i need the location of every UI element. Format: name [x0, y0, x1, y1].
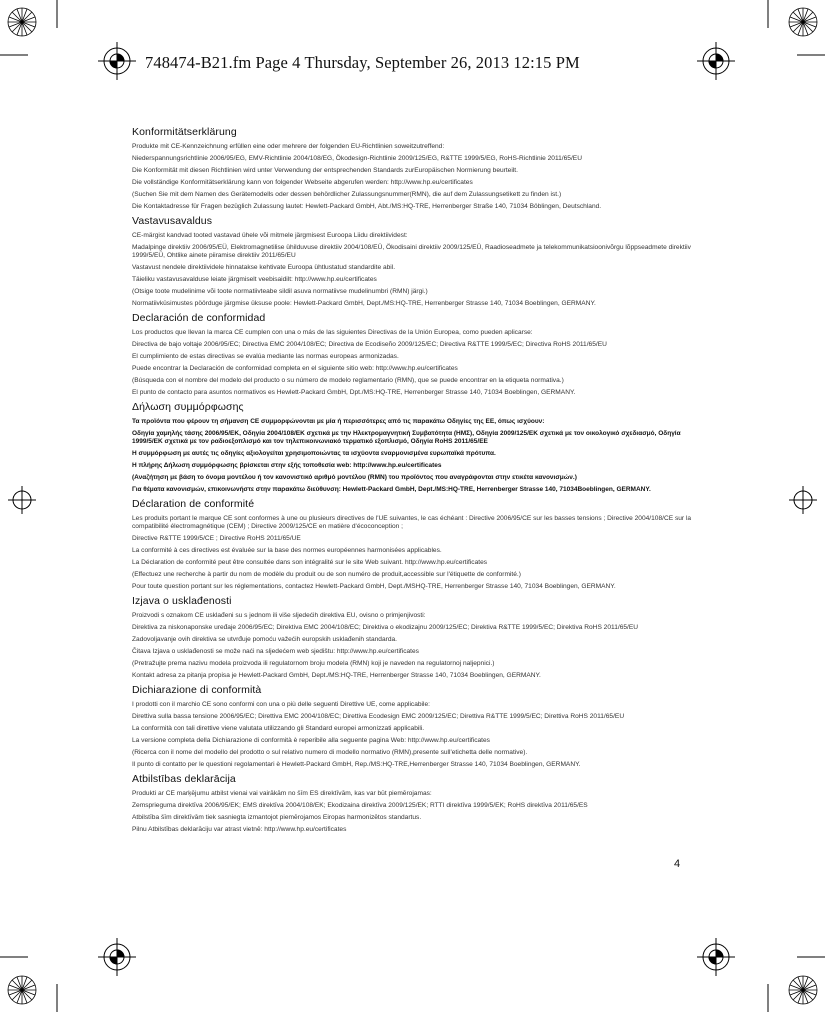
section-paragraph: La versione completa della Dichiarazione di conformità è reperibile alla seguente pagina Web: http://www.hp.eu/certificates — [132, 737, 490, 744]
section-paragraph: Direktiva za niskonaponske uređaje 2006/95/EC; Direktiva EMC 2004/108/EC; Direktiva o ekodizajnu 2009/125/EC; Direktiva R&TTE 1999/5/EC; Direktiva RoHS 2011/65/EU — [132, 624, 639, 631]
section-paragraph: La Déclaration de conformité peut être consultée dans son intégralité sur le site Web suivant. http://www.hp.eu/certificates — [132, 559, 488, 566]
section-title: Déclaration de conformité — [132, 498, 255, 510]
section-paragraph: (Αναζήτηση με βάση το όνομα μοντέλου ή τον κανονιστικό αριθμό μοντέλου (RMN) του προϊόντος που αναγράφονται στην ετικέτα κανονισμών.) — [132, 474, 577, 481]
star-target-top-left — [8, 8, 36, 36]
section-paragraph: (Pretražujte prema nazivu modela proizvoda ili regulatornom broju modela (RMN) koji je naveden na regulatornoj naljepnici.) — [132, 660, 495, 667]
declaration-section — [132, 126, 702, 211]
section-title: Dichiarazione di conformità — [132, 684, 262, 696]
declaration-section — [132, 215, 702, 308]
section-paragraph: El cumplimiento de estas directivas se evalúa mediante las normas europeas armonizadas. — [132, 353, 399, 360]
section-paragraph: Proizvodi s oznakom CE usklađeni su s jednom ili više sljedećih direktiva EU, ovisno o primjenjivosti: — [132, 612, 426, 619]
section-paragraph: Pour toute question portant sur les réglementations, contactez Hewlett-Packard GmbH, Dept./MSHQ-TRE, Herrenberger Strasse 140, 71034 Boeblingen, GERMANY. — [132, 583, 616, 590]
section-title: Declaración de conformidad — [132, 312, 266, 324]
section-paragraph: Die Kontaktadresse für Fragen bezüglich Zulassung lautet: Hewlett-Packard GmbH, Abt./MS:HQ-TRE, Herrenberger Straße 140, 71034 Böblingen, Deutschland. — [132, 203, 602, 210]
registration-target-top-left — [98, 42, 136, 80]
section-paragraph: I prodotti con il marchio CE sono conformi con una o più delle seguenti Direttive UE, come applicabile: — [132, 701, 430, 708]
section-paragraph: Čitava Izjava o usklađenosti se može naći na sljedećem web sjedištu: http://www.hp.eu/certificates — [132, 648, 419, 655]
section-paragraph: Atbilstība šīm direktīvām tiek sasniegta izmantojot piemērojamos Eiropas harmonizētos standartus. — [132, 814, 422, 821]
section-paragraph: (Búsqueda con el nombre del modelo del producto o su número de modelo reglamentario (RMN), que se puede encontrar en la etiqueta normativa.) — [132, 377, 564, 384]
section-title: Δήλωση συμμόρφωσης — [132, 401, 244, 413]
section-paragraph: Kontakt adresa za pitanja propisa je Hewlett-Packard GmbH, Dept./MS:HQ-TRE, Herrenberger Strasse 140, 71034 Boeblingen, GERMANY. — [132, 672, 541, 679]
star-target-bottom-right — [789, 976, 817, 1004]
star-target-top-right — [789, 8, 817, 36]
registration-target-bottom-left — [98, 938, 136, 976]
section-paragraph: Madalpinge direktiiv 2006/95/EÜ, Elektromagnetilise ühilduvuse direktiiv 2004/108/EÜ, Ökodisaini direktiiv 2009/125/EÜ, Raadioseadmete ja telekommunikatsioonivõrgu lõppseadmete direktiiv 1999/5/EÜ, Ohtlike ainete piiramise direktiiv 2011/65/EU — [132, 244, 691, 259]
section-paragraph: Puede encontrar la Declaración de conformidad completa en el siguiente sitio web: http://www.hp.eu/certificates — [132, 365, 458, 372]
section-paragraph: Η συμμόρφωση με αυτές τις οδηγίες αξιολογείται χρησιμοποιώντας τα ισχύοντα εναρμονισμένα ευρωπαϊκά πρότυπα. — [132, 450, 496, 457]
section-paragraph: Los productos que llevan la marca CE cumplen con una o más de las siguientes Directivas de la Unión Europea, como pueden aplicarse: — [132, 329, 533, 336]
section-paragraph: CE-märgist kandvad tooted vastavad ühele või mitmele järgmisest Euroopa Liidu direktiividest: — [132, 232, 408, 239]
section-paragraph: Täieliku vastavusavalduse leiate järgmiselt veebisaidilt: http://www.hp.eu/certificates — [132, 276, 377, 283]
section-paragraph: (Otsige toote mudelinime või toote normatiivteabe sildil asuva normatiivse mudelinumbri (RMN) järgi.) — [132, 288, 428, 295]
star-target-bottom-left — [8, 976, 36, 1004]
section-paragraph: La conformità con tali direttive viene valutata utilizzando gli Standard europei armonizzati applicabili. — [132, 725, 425, 732]
section-paragraph: Τα προϊόντα που φέρουν τη σήμανση CE συμμορφώνονται με μία ή περισσότερες από τις παρακάτω Οδηγίες της ΕΕ, όπως ισχύουν: — [132, 418, 545, 425]
declaration-section — [132, 684, 702, 769]
section-paragraph: (Suchen Sie mit dem Namen des Gerätemodells oder dessen behördlicher Zulassungsnummer(RMN), die auf dem Zulassungsetikett zu finden ist.) — [132, 191, 562, 198]
page-number: 4 — [674, 858, 681, 870]
section-paragraph: Οδηγία χαμηλής τάσης 2006/95/EK, Οδηγία 2004/108/EK σχετικά με την Ηλεκτρομαγνητική Συμβατότητα (ΗΜΣ), Οδηγία 2009/125/EK σχετικά με τον οικολογικό σχεδιασμό, Οδηγία 1999/5/EK σχετικά με τον ραδιοεξοπλισμό και τον τηλεπικοινωνιακό τερματικό εξοπλισμό, Οδηγία RoHS 2011/65/ΕΕ — [132, 430, 681, 445]
section-paragraph: Για θέματα κανονισμών, επικοινωνήστε στην παρακάτω διεύθυνση: Hewlett-Packard GmbH, Dept./MS:HQ-TRE, Herrenberger Strasse 140, 71034Boeblingen, GERMANY. — [132, 486, 651, 493]
section-paragraph: El punto de contacto para asuntos normativos es Hewlett-Packard GmbH, Dpt./MS:HQ-TRE, Herrenberger Strasse 140, 71034 Boeblingen, GERMANY. — [132, 389, 576, 396]
section-paragraph: Produkti ar CE marķējumu atbilst vienai vai vairākām no šīm ES direktīvām, kas var būt piemērojamas: — [132, 790, 432, 797]
section-title: Atbilstības deklarācija — [132, 773, 236, 785]
section-paragraph: Niederspannungsrichtlinie 2006/95/EG, EMV-Richtlinie 2004/108/EG, Ökodesign-Richtlinie 2009/125/EG, R&TTE 1999/5/EG, RoHS-Richtlinie 2011/65/EU — [132, 155, 582, 162]
section-paragraph: Les produits portant le marque CE sont conformes à une ou plusieurs directives de l'UE suivantes, le cas échéant : Directive 2006/95/CE sur les basses tensions ; Directive 2004/108/CE sur la compatibilité électromagnétique (CEM) ; Directive 2009/125/CE en matière d'écoconception ; — [132, 515, 692, 530]
section-paragraph: Zadovoljavanje ovih direktiva se utvrđuje pomoću važećih europskih usklađenih standarda. — [132, 636, 398, 643]
declaration-section — [132, 401, 702, 494]
declaration-section — [132, 773, 702, 834]
section-paragraph: Pilnu Atbilstības deklarāciju var atrast vietnē: http://www.hp.eu/certificates — [132, 826, 347, 833]
crosshair-right — [789, 486, 817, 514]
section-paragraph: Η πλήρης Δήλωση συμμόρφωσης βρίσκεται στην εξής τοποθεσία web: http://www.hp.eu/certificates — [132, 462, 442, 469]
crosshair-left — [8, 486, 36, 514]
declaration-section — [132, 312, 702, 397]
section-paragraph: Produkte mit CE-Kennzeichnung erfüllen eine oder mehrere der folgenden EU-Richtlinien soweitzutreffend: — [132, 143, 445, 150]
declaration-section — [132, 595, 702, 680]
section-paragraph: Die vollständige Konformitätserklärung kann von folgender Webseite abgerufen werden: http://www.hp.eu/certificates — [132, 179, 473, 186]
section-paragraph: Zemsprieguma direktīva 2006/95/EK; EMS direktīva 2004/108/EK; Ekodizaina direktīva 2009/125/EK; RTTI direktīva 1999/5/EK; RoHS direktīva 2011/65/ES — [132, 802, 588, 809]
section-paragraph: Direttiva sulla bassa tensione 2006/95/EC; Direttiva EMC 2004/108/EC; Direttiva Ecodesign EMC 2009/125/EC; Direttiva R&TTE 1999/5/EC; Direttiva RoHS 2011/65/EU — [132, 713, 625, 720]
section-paragraph: (Ricerca con il nome del modello del prodotto o sul relativo numero di modello normativo (RMN),presente sull'etichetta delle normative). — [132, 749, 528, 756]
section-paragraph: Normatiivküsimustes pöörduge järgmise üksuse poole: Hewlett-Packard GmbH, Dept./MS:HQ-TRE, Herrenberger Strasse 140, 71034 Boeblingen, GERMANY. — [132, 300, 596, 307]
section-paragraph: Directiva de bajo voltaje 2006/95/EC; Directiva EMC 2004/108/EC; Directiva de Ecodiseño 2009/125/EC; Directiva R&TTE 1999/5/EC; Directiva RoHS 2011/65/EU — [132, 341, 607, 348]
section-title: Vastavusavaldus — [132, 215, 213, 227]
section-paragraph: Vastavust nendele direktiividele hinnatakse kehtivate Euroopa ühtlustatud standardite abil. — [132, 264, 396, 271]
section-paragraph: Directive R&TTE 1999/5/CE ; Directive RoHS 2011/65/UE — [132, 535, 301, 542]
declaration-section — [132, 498, 702, 591]
declarations-content — [132, 126, 702, 838]
section-paragraph: Il punto di contatto per le questioni regolamentari è Hewlett-Packard GmbH, Rep./MS:HQ-TRE,Herrenberger Strasse 140, 71034 Boeblingen, GERMANY. — [132, 761, 581, 768]
registration-target-bottom-right — [697, 938, 735, 976]
section-title: Konformitätserklärung — [132, 126, 237, 138]
section-title: Izjava o usklađenosti — [132, 595, 232, 607]
print-header: 748474-B21.fm Page 4 Thursday, September 26, 2013 12:15 PM — [145, 53, 580, 72]
section-paragraph: La conformité à ces directives est évaluée sur la base des normes européennes harmonisées applicables. — [132, 547, 442, 554]
section-paragraph: (Effectuez une recherche à partir du nom de modèle du produit ou de son numéro de produit,accessible sur l'étiquette de conformité.) — [132, 571, 521, 578]
registration-target-top-right — [697, 42, 735, 80]
section-paragraph: Die Konformität mit diesen Richtlinien wird unter Verwendung der entsprechenden Standards zurEuropäischen Normierung beurteilt. — [132, 167, 518, 174]
